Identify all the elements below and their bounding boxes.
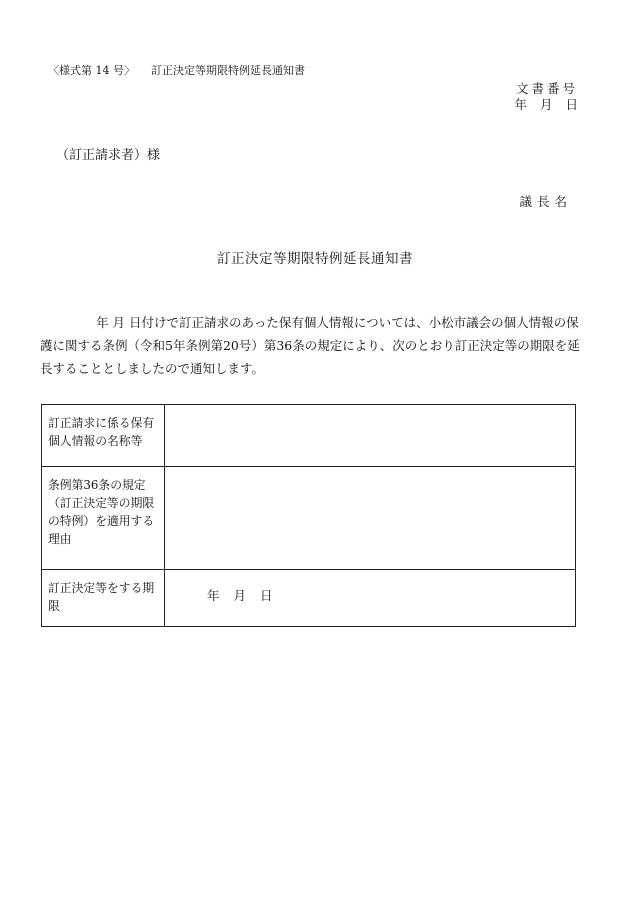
- document-date-label: 年 月 日: [514, 97, 578, 112]
- sender-chairman-name: 議長名: [519, 194, 572, 209]
- addressee: （訂正請求者）様: [56, 148, 161, 163]
- table-row: [42, 570, 576, 627]
- table-row: [42, 467, 576, 570]
- document-title: 訂正決定等期限特例延長通知書: [217, 251, 413, 267]
- notice-info-table: [41, 404, 576, 627]
- table-row-label: 訂正請求に係る保有個人情報の名称等: [42, 405, 165, 467]
- form-number: 〈様式第 14 号〉: [48, 64, 135, 77]
- table-row-label: 訂正決定等をする期限: [42, 570, 165, 627]
- table-row-value: [165, 405, 576, 467]
- form-header: [48, 62, 305, 78]
- deadline-date-value: 年 月 日: [207, 588, 273, 603]
- table-row-value: [165, 467, 576, 570]
- table-row: [42, 405, 576, 467]
- document-number-label: 文書番号: [515, 81, 578, 96]
- form-header-title: 訂正決定等期限特例延長通知書: [151, 64, 305, 77]
- table-row-value: [165, 570, 576, 627]
- table-row-label: 条例第36条の規定（訂正決定等の期限の特例）を適用する理由: [42, 467, 165, 570]
- notice-body-text: 年 月 日付けで訂正請求のあった保有個人情報については、小松市議会の個人情報の保護に関する条例（令和5年条例第20号）第36条の規定により、次のとおり訂正決定等の期限を延長することとしましたので通知します。: [40, 315, 580, 376]
